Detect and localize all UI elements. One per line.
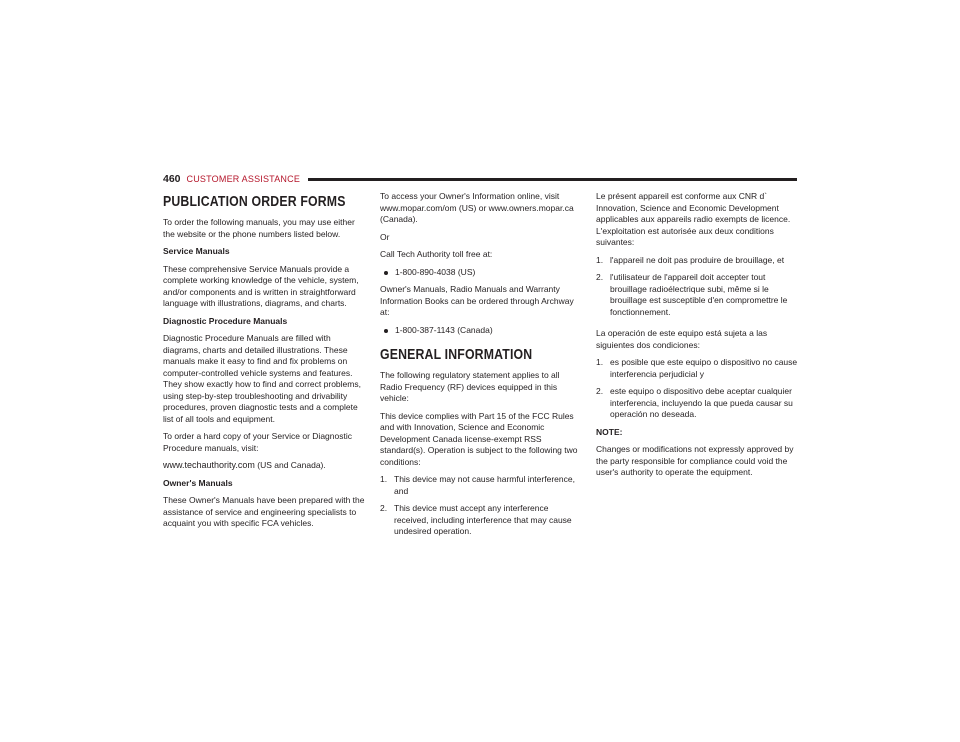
list-item xyxy=(596,255,800,267)
fcc-text: This device complies with Part 15 of the FCC Rules and with Innovation, Science and Economic Development Canada license-exempt RSS standard(s). Operation is subject to the following two conditions: xyxy=(380,410,578,467)
note-label: NOTE: xyxy=(596,426,623,437)
regulatory-text: The following regulatory statement applies to all Radio Frequency (RF) devices equipped in this vehicle: xyxy=(380,370,560,403)
list-item xyxy=(596,272,800,318)
list-item xyxy=(380,503,580,538)
bullet-icon xyxy=(384,271,388,275)
bullet-phone-us xyxy=(380,267,580,279)
phone-canada: 1-800-387-1143 (Canada) xyxy=(395,324,493,335)
section-title: CUSTOMER ASSISTANCE xyxy=(186,174,301,184)
column-3 xyxy=(596,191,800,485)
heading-publication-order-forms: PUBLICATION ORDER FORMS xyxy=(163,193,346,210)
list-text: This device must accept any interference received, including interference that may cause undesired operation. xyxy=(394,503,572,536)
list-number: 2. xyxy=(596,272,604,282)
list-number: 1. xyxy=(596,254,604,265)
bullet-phone-canada xyxy=(380,325,580,337)
access-text: To access your Owner's Information online, visit www.mopar.com/om (US) or www.owners.mopar.ca (Canada). xyxy=(380,191,574,224)
techauthority-suffix: (US and Canada). xyxy=(254,460,326,470)
call-text: Call Tech Authority toll free at: xyxy=(380,249,493,259)
list-number: 1. xyxy=(380,474,388,484)
owners-manuals-text: These Owner's Manuals have been prepared with the assistance of service and engineering specialists to acquaint you with specific FCA vehicles. xyxy=(163,495,365,528)
service-manuals-text: These comprehensive Service Manuals provide a complete working knowledge of the vehicle, system, and/or components and is written in straightforward language with illustrations, diagrams, and charts. xyxy=(163,263,359,308)
list-text: l'appareil ne doit pas produire de brouillage, et xyxy=(610,254,785,265)
list-number: 2. xyxy=(380,503,388,513)
list-text: es posible que este equipo o dispositivo no cause interferencia perjudicial y xyxy=(610,357,798,379)
list-item xyxy=(380,474,580,497)
column-2 xyxy=(380,191,580,544)
phone-us: 1-800-890-4038 (US) xyxy=(395,266,476,277)
diagnostic-manuals-title: Diagnostic Procedure Manuals xyxy=(163,315,288,326)
heading-general-information: GENERAL INFORMATION xyxy=(380,346,533,363)
bullet-icon xyxy=(384,329,388,333)
techauthority-url[interactable]: www.techauthority.com xyxy=(163,460,255,470)
service-manuals-title: Service Manuals xyxy=(163,246,230,256)
order-text: To order a hard copy of your Service or Diagnostic Procedure manuals, visit: xyxy=(163,431,352,453)
list-item xyxy=(596,357,800,380)
list-number: 1. xyxy=(596,357,604,367)
french-text: Le présent appareil est conforme aux CNR d` Innovation, Science and Economic Development applicables aux appareils radio exempts de licence. L'exploitation est autorisée aux deux conditions suivantes: xyxy=(596,191,791,247)
list-text: l'utilisateur de l'appareil doit accepter tout brouillage radioélectrique subi, même si le brouillage est susceptible d'en compromettre le fonctionnement. xyxy=(610,272,788,317)
list-number: 2. xyxy=(596,386,604,396)
page-header xyxy=(163,172,797,186)
note-text: Changes or modifications not expressly approved by the party responsible for compliance could void the user's authority to operate the equipment. xyxy=(596,444,794,477)
page-number: 460 xyxy=(163,173,181,185)
column-1 xyxy=(163,191,367,536)
techauthority-line xyxy=(163,460,367,472)
or-text: Or xyxy=(380,231,390,242)
header-rule xyxy=(308,178,797,181)
owners-manuals-title: Owner's Manuals xyxy=(163,477,233,488)
diagnostic-manuals-text: Diagnostic Procedure Manuals are filled with diagrams, charts and detailed illustrations. These manuals make it easy to find and fix problems on computer-controlled vehicle systems and features. They show exactly how to find and correct problems, using step-by-step troubleshooting and drivability procedures, proven diagnostic tests and a complete list of all tools and equipment. xyxy=(163,333,361,424)
list-text: este equipo o dispositivo debe aceptar cualquier interferencia, incluyendo la que pueda causar su operación no deseada. xyxy=(610,386,793,419)
spanish-text: La operación de este equipo está sujeta a las siguientes dos condiciones: xyxy=(596,328,768,350)
list-item xyxy=(596,386,800,421)
intro-paragraph: To order the following manuals, you may use either the website or the phone numbers listed below. xyxy=(163,217,355,239)
books-text: Owner's Manuals, Radio Manuals and Warranty Information Books can be ordered through Archway at: xyxy=(380,284,574,317)
list-text: This device may not cause harmful interference, and xyxy=(394,474,575,496)
